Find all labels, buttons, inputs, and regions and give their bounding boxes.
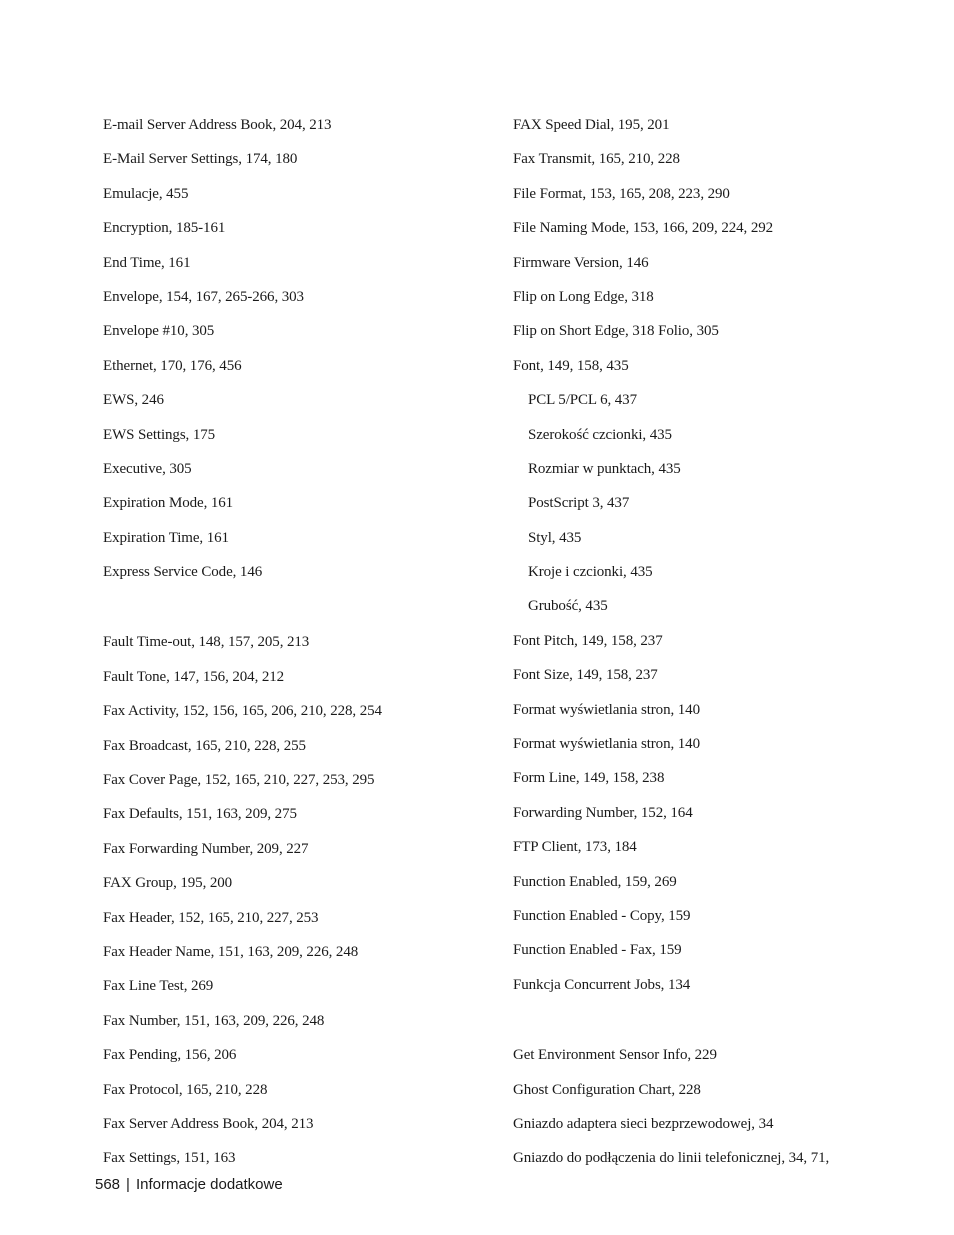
index-entry: Express Service Code, 146	[103, 564, 263, 581]
index-subentry: Rozmiar w punktach, 435	[528, 460, 681, 477]
index-entry: Fax Server Address Book, 204, 213	[103, 1115, 314, 1132]
index-entry: Envelope, 154, 167, 265-266, 303	[103, 288, 304, 305]
index-entry: Font Size, 149, 158, 237	[513, 667, 658, 684]
index-entry: FAX Speed Dial, 195, 201	[513, 117, 670, 133]
footer-separator: |	[126, 1176, 130, 1193]
index-entry: Firmware Version, 146	[513, 254, 649, 271]
index-entry: Executive, 305	[103, 460, 192, 477]
index-entry: Font Pitch, 149, 158, 237	[513, 632, 663, 649]
index-entry: Flip on Long Edge, 318	[513, 288, 654, 305]
index-entry: Fax Protocol, 165, 210, 228	[103, 1081, 268, 1098]
index-entry: Emulacje, 455	[103, 185, 189, 202]
index-entry: Fax Number, 151, 163, 209, 226, 248	[103, 1012, 325, 1029]
index-entry: Fax Broadcast, 165, 210, 228, 255	[103, 737, 306, 754]
index-subentry: PCL 5/PCL 6, 437	[528, 392, 637, 409]
index-entry: Font, 149, 158, 435	[513, 357, 629, 374]
index-entry: Envelope #10, 305	[103, 323, 215, 340]
index-entry: Fax Transmit, 165, 210, 228	[513, 151, 680, 168]
index-entry: Form Line, 149, 158, 238	[513, 770, 665, 787]
index-entry: Expiration Time, 161	[103, 529, 229, 546]
index-entry: Fax Header, 152, 165, 210, 227, 253	[103, 909, 319, 926]
section-title: Informacje dodatkowe	[135, 1176, 283, 1193]
index-subentry: Kroje i czcionki, 435	[528, 564, 653, 581]
index-entry: Fax Defaults, 151, 163, 209, 275	[103, 806, 297, 823]
index-entry: Format wyświetlania stron, 140	[513, 736, 700, 753]
index-entry: Function Enabled - Fax, 159	[513, 942, 682, 959]
index-entry: E-Mail Server Settings, 174, 180	[103, 151, 298, 168]
index-entry: Flip on Short Edge, 318 Folio, 305	[513, 323, 719, 340]
index-entry: EWS Settings, 175	[103, 426, 216, 443]
index-letter-gap	[103, 595, 503, 631]
index-entry: Fax Settings, 151, 163	[103, 1150, 236, 1167]
index-subentry: Styl, 435	[528, 529, 582, 546]
index-entry: Encryption, 185-161	[103, 220, 226, 237]
index-entry: File Naming Mode, 153, 166, 209, 224, 292	[513, 220, 774, 237]
index-subentry: Szerokość czcionki, 435	[528, 426, 672, 443]
index-entry: Format wyświetlania stron, 140	[513, 701, 700, 718]
index-entry: Get Environment Sensor Info, 229	[513, 1047, 717, 1064]
index-entry: FTP Client, 173, 184	[513, 839, 637, 856]
page-footer	[95, 1176, 283, 1193]
index-entry: Ghost Configuration Chart, 228	[513, 1081, 701, 1098]
index-column-left	[103, 114, 503, 1182]
index-entry: Fax Cover Page, 152, 165, 210, 227, 253, 295	[103, 772, 375, 789]
index-entry: Fault Time-out, 148, 157, 205, 213	[103, 634, 310, 651]
index-entry: Gniazdo do podłączenia do linii telefonicznej, 34, 71,	[513, 1150, 830, 1167]
index-entry: Fax Line Test, 269	[103, 978, 214, 995]
index-entry: Fax Forwarding Number, 209, 227	[103, 840, 309, 857]
index-entry: Fax Pending, 156, 206	[103, 1047, 237, 1064]
index-entry: Fault Tone, 147, 156, 204, 212	[103, 668, 285, 685]
index-entry: Forwarding Number, 152, 164	[513, 804, 693, 821]
index-entry: Fax Header Name, 151, 163, 209, 226, 248	[103, 943, 359, 960]
index-entry: File Format, 153, 165, 208, 223, 290	[513, 185, 730, 202]
index-entry: Fax Activity, 152, 156, 165, 206, 210, 228, 254	[103, 703, 382, 720]
index-column-right	[513, 114, 933, 1182]
index-entry: Funkcja Concurrent Jobs, 134	[513, 976, 691, 993]
index-entry: Gniazdo adaptera sieci bezprzewodowej, 34	[513, 1115, 774, 1132]
index-entry: Expiration Mode, 161	[103, 495, 234, 512]
page-number: 568	[95, 1176, 121, 1193]
index-entry: End Time, 161	[103, 254, 191, 271]
index-entry: Function Enabled - Copy, 159	[513, 907, 691, 924]
index-entry: FAX Group, 195, 200	[103, 875, 233, 892]
index-subentry: PostScript 3, 437	[528, 495, 630, 512]
index-letter-gap	[513, 1008, 933, 1044]
index-entry: Function Enabled, 159, 269	[513, 873, 677, 890]
index-subentry: Grubość, 435	[528, 598, 608, 615]
index-entry: Ethernet, 170, 176, 456	[103, 357, 242, 374]
index-entry: E-mail Server Address Book, 204, 213	[103, 117, 332, 133]
index-entry: EWS, 246	[103, 392, 164, 409]
